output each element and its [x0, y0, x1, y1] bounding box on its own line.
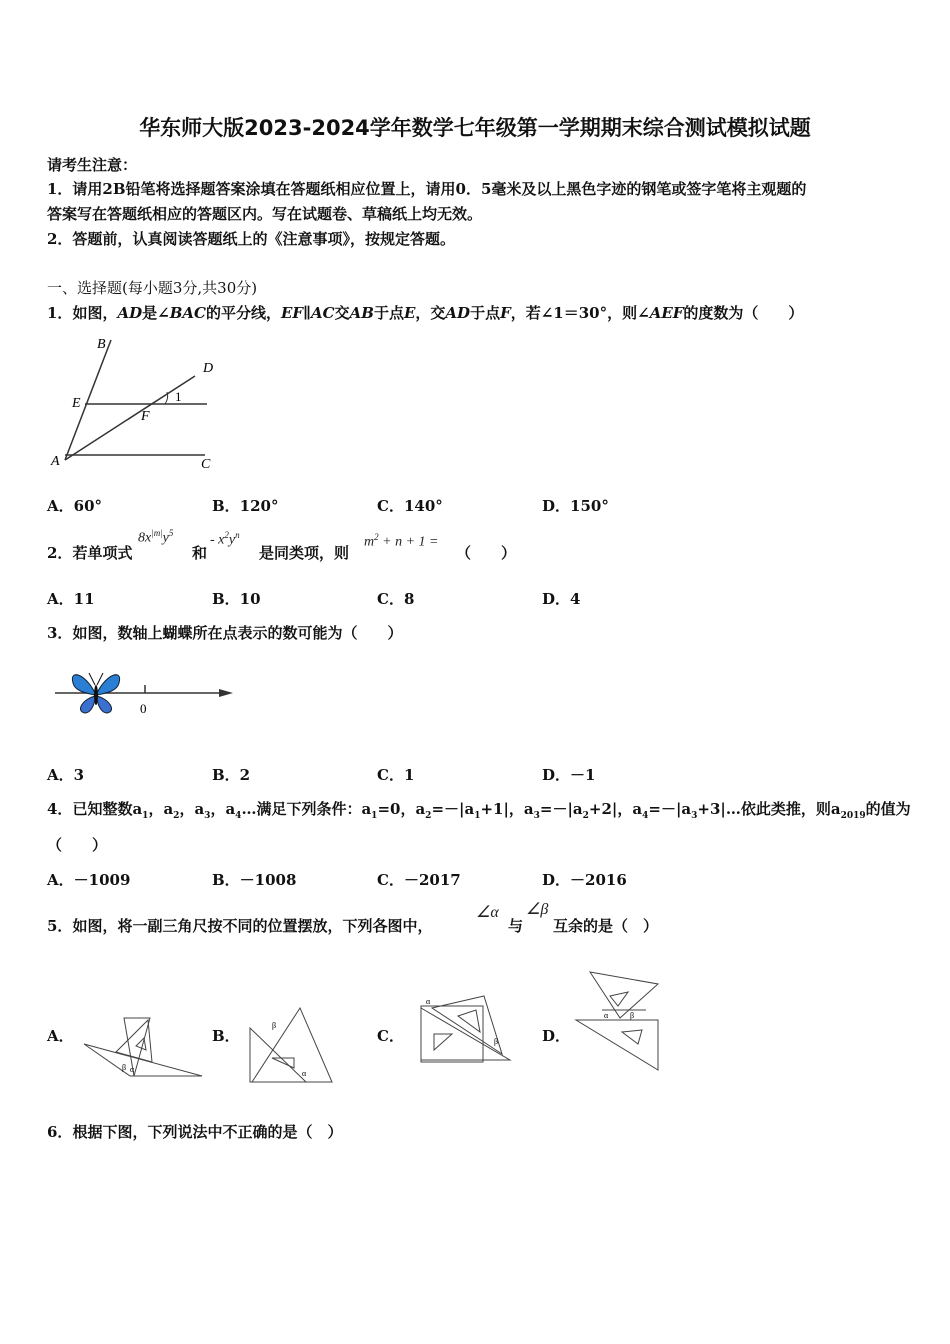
notice-line-1: 1．请用2B铅笔将选择题答案涂填在答题纸相应位置上，请用0．5毫米及以上黑色字迹的钢笔或签字笔将主观题的	[47, 180, 807, 198]
question-3: 3．如图，数轴上蝴蝶所在点表示的数可能为（ ）	[47, 624, 403, 642]
q2-monomial-2: - $x^2y^n$	[210, 530, 240, 548]
q5-angle-alpha: ∠α	[476, 904, 499, 921]
label-A: A	[51, 454, 60, 469]
q5-and: 与	[508, 917, 524, 935]
label-D: D	[203, 361, 214, 376]
page-title: 华东师大版2023-2024学年数学七年级第一学期期末综合测试模拟试题	[139, 116, 811, 140]
question-5: 5．如图，将一副三角尺按不同的位置摆放，下列各图中，	[47, 917, 433, 935]
svg-text:β: β	[630, 1011, 635, 1020]
q5-option-a[interactable]: A．	[47, 1027, 74, 1045]
q3-option-d[interactable]: D．－1	[542, 766, 596, 784]
svg-text:α: α	[604, 1011, 609, 1020]
q1-option-b[interactable]: B．120°	[212, 497, 279, 515]
label-E: E	[72, 396, 81, 411]
q5-figure-a	[78, 1012, 208, 1086]
q2-monomial-1: $8x^{|m|}y^5$	[138, 528, 174, 546]
question-6: 6．根据下图，下列说法中不正确的是（ ）	[47, 1123, 343, 1141]
notice-heading: 请考生注意：	[47, 156, 138, 174]
q3-number-line-figure	[55, 665, 240, 723]
q2-option-c[interactable]: C．8	[377, 590, 415, 608]
q5-angle-beta: ∠β	[526, 901, 549, 918]
svg-text:α: α	[302, 1069, 307, 1078]
q3-option-b[interactable]: B．2	[212, 766, 251, 784]
q2-and: 和	[192, 544, 208, 562]
svg-text:β: β	[272, 1021, 277, 1030]
q5-option-b[interactable]: B．	[212, 1027, 240, 1045]
question-4: 4．已知整数$a_1$，$a_2$，$a_3$，$a_4\dots$满足下列条件：$a_1=0$，$a_2=-|a_1+1|$，$a_3=-|a_2+2|$，$a_4=-|a_3+3|\dots$依此类推，则$a_{2019}$的值为	[47, 800, 911, 821]
q4-option-a[interactable]: A．－1009	[47, 871, 131, 889]
q1-geometry-figure	[45, 330, 235, 480]
q5-figure-d	[572, 968, 664, 1074]
q5-figure-b	[244, 1006, 336, 1086]
section-heading: 一、选择题(每小题3分,共30分)	[47, 279, 258, 297]
q4-option-d[interactable]: D．－2016	[542, 871, 627, 889]
q5-option-c[interactable]: C．	[377, 1027, 404, 1045]
svg-text:β: β	[494, 1037, 499, 1046]
q2-paren: （ ）	[456, 544, 517, 562]
label-C: C	[201, 457, 211, 472]
q4-option-b[interactable]: B．－1008	[212, 871, 297, 889]
q4-paren: （ ）	[47, 836, 108, 854]
q3-option-c[interactable]: C．1	[377, 766, 415, 784]
q5-text-end: 互余的是（ ）	[553, 917, 659, 935]
q5-option-d[interactable]: D．	[542, 1027, 571, 1045]
question-1: 1．如图，AD是∠BAC的平分线，EF∥AC交AB于点E，交AD于点F，若∠1＝30°，则∠AEF的度数为（ ）	[47, 304, 804, 322]
q1-option-a[interactable]: A．60°	[47, 497, 103, 515]
svg-text:β: β	[122, 1063, 127, 1072]
q2-option-a[interactable]: A．11	[47, 590, 95, 608]
q5-figure-c	[418, 994, 518, 1066]
label-F: F	[141, 409, 150, 424]
notice-line-2: 2．答题前，认真阅读答题纸上的《注意事项》，按规定答题。	[47, 230, 455, 248]
q2-text: 是同类项，则	[259, 544, 350, 562]
q1-option-c[interactable]: C．140°	[377, 497, 443, 515]
svg-text:α: α	[426, 997, 431, 1006]
label-B: B	[97, 337, 106, 352]
label-angle-1: 1	[175, 389, 182, 404]
q1-option-d[interactable]: D．150°	[542, 497, 609, 515]
q2-option-b[interactable]: B．10	[212, 590, 261, 608]
q3-option-a[interactable]: A．3	[47, 766, 85, 784]
q2-expression: $m^2 + n + 1$ =	[364, 532, 439, 550]
number-line-zero: 0	[140, 701, 147, 716]
svg-text:α: α	[130, 1065, 135, 1074]
question-2-label: 2．若单项式	[47, 544, 133, 562]
q2-option-d[interactable]: D．4	[542, 590, 581, 608]
q4-option-c[interactable]: C．－2017	[377, 871, 461, 889]
notice-line-1b: 答案写在答题纸相应的答题区内。写在试题卷、草稿纸上均无效。	[47, 205, 483, 223]
